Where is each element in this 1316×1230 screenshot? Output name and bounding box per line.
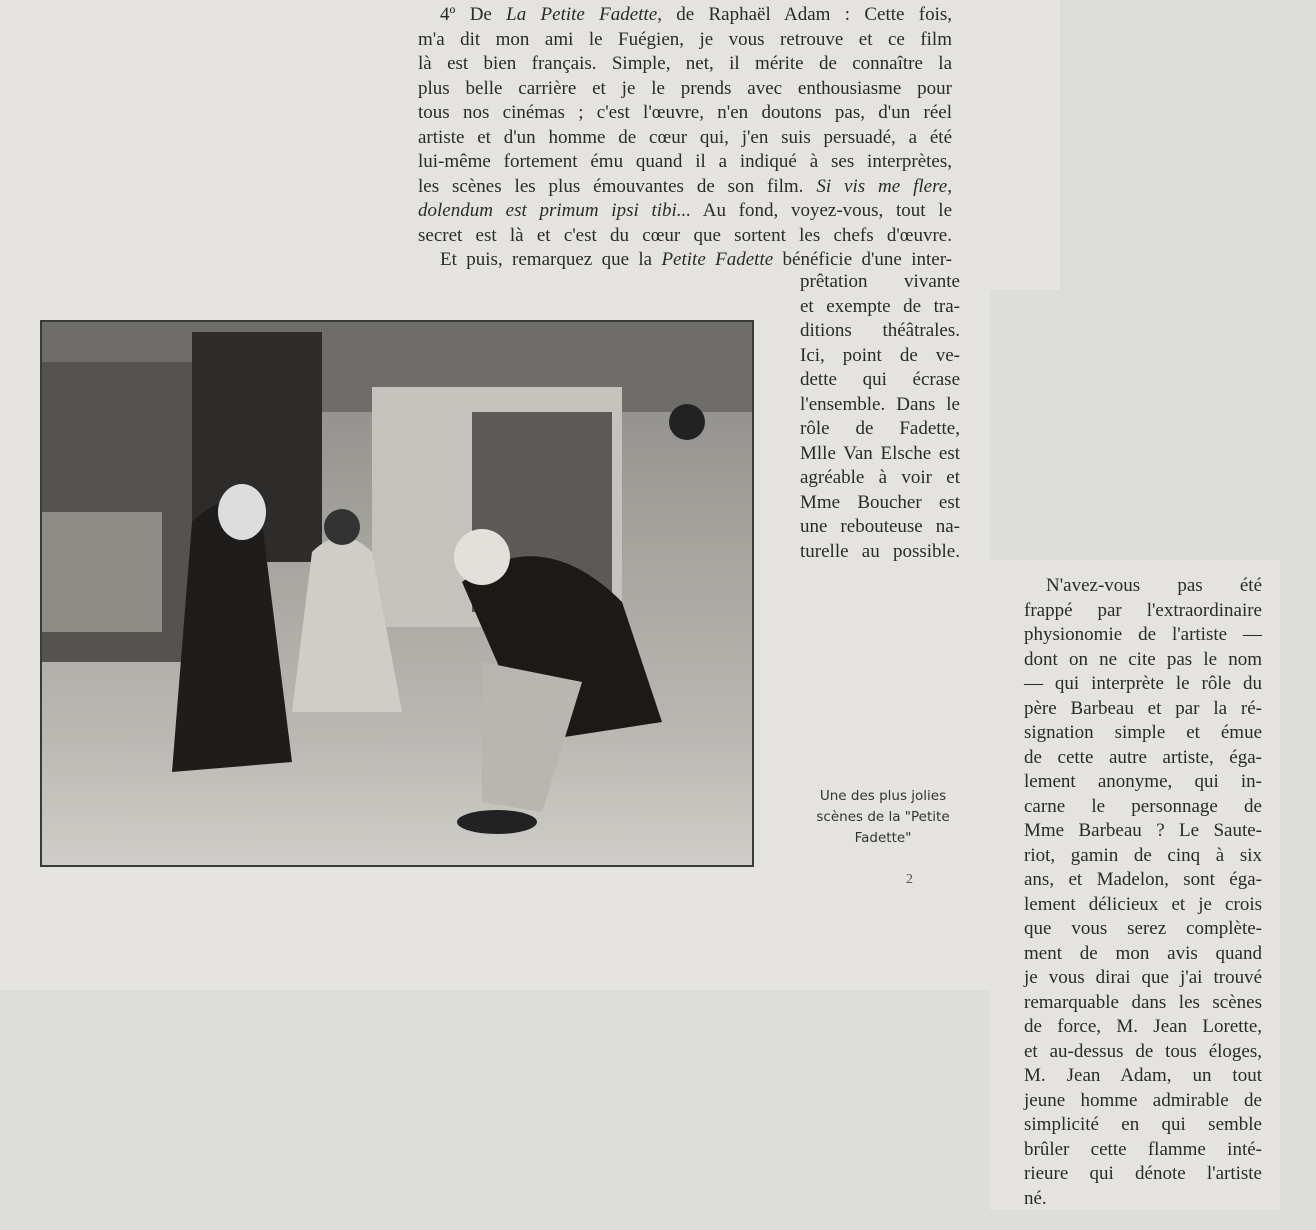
text-line — [418, 199, 952, 224]
italic-text: La Petite Fadette — [506, 4, 658, 25]
text-line: secret est là et c'est du cœur que sortent les chefs d'œuvre. — [418, 224, 952, 246]
text-line: tous nos cinémas ; c'est l'œuvre, n'en doutons pas, d'un réel — [418, 102, 952, 123]
text-line: et au-dessus de tous éloges, — [1024, 1040, 1262, 1062]
text-line: plus belle carrière et je le prends avec enthousiasme pour — [418, 77, 952, 99]
text-line: et exempte de tra- — [800, 295, 960, 317]
italic-text: dolendum est primum ipsi tibi... — [418, 200, 692, 221]
text-line — [418, 3, 952, 28]
text-line: agréable à voir et — [800, 467, 960, 488]
text-line: carne le personnage de — [1024, 795, 1262, 817]
text-line: N'avez-vous pas été — [1046, 575, 1262, 596]
text-line — [418, 248, 952, 273]
text-line — [418, 175, 952, 200]
text-line: physionomie de l'artiste — — [1024, 624, 1262, 645]
text-line: Mlle Van Elsche est — [800, 442, 960, 464]
text-line: simplicité en qui semble — [1024, 1114, 1262, 1135]
text-line: remarquable dans les scènes — [1024, 991, 1262, 1013]
page-number: 2 — [906, 872, 913, 887]
italic-text: Petite Fadette — [661, 249, 774, 270]
text-line: Mme Barbeau ? Le Saute- — [1024, 820, 1262, 841]
text-line: m'a dit mon ami le Fuégien, je vous retrouve et ce film — [418, 28, 952, 50]
text-line: que vous serez complète- — [1024, 918, 1262, 939]
photo-caption: Une des plus jolies scènes de la "Petite Fadette" — [816, 788, 950, 846]
italic-text: Si vis me flere, — [816, 175, 952, 197]
text-segment: Et puis, remarquez que la — [440, 249, 662, 270]
text-line: de force, M. Jean Lorette, — [1024, 1016, 1262, 1037]
text-line: lement anonyme, qui in- — [1024, 771, 1262, 792]
text-line: ditions théâtrales. — [800, 320, 960, 341]
text-line: prêtation vivante — [800, 271, 960, 292]
text-line: lement délicieux et je crois — [1024, 893, 1262, 915]
text-line: rieure qui dénote l'artiste — [1024, 1163, 1262, 1184]
text-line: turelle au possible. — [800, 540, 960, 562]
text-line: M. Jean Adam, un tout — [1024, 1065, 1262, 1086]
film-still-illustration — [42, 322, 752, 865]
text-line: riot, gamin de cinq à six — [1024, 844, 1262, 866]
text-segment: , de Raphaël Adam : Cette fois, — [657, 4, 953, 25]
text-line: — qui interprète le rôle du — [1024, 673, 1262, 694]
right-column — [1024, 574, 1262, 1211]
text-line: frappé par l'extraordinaire — [1024, 599, 1262, 621]
text-line: ment de mon avis quand — [1024, 942, 1262, 964]
text-line: brûler cette flamme inté- — [1024, 1138, 1262, 1160]
film-still-photo — [40, 320, 754, 867]
text-line: artiste et d'un homme de cœur qui, j'en suis persuadé, a été — [418, 126, 952, 148]
text-line: là est bien français. Simple, net, il mérite de connaître la — [418, 53, 952, 74]
text-line: une rebouteuse na- — [800, 516, 960, 537]
middle-column — [800, 270, 960, 564]
text-line: rôle de Fadette, — [800, 418, 960, 439]
text-line: ans, et Madelon, sont éga- — [1024, 869, 1262, 890]
text-line: je vous dirai que j'ai trouvé — [1024, 967, 1262, 988]
text-segment: les scènes les plus émouvantes de son film. — [418, 175, 817, 197]
text-line: dette qui écrase — [800, 369, 960, 390]
text-line: père Barbeau et par la ré- — [1024, 697, 1262, 719]
text-segment: 4º De — [440, 4, 507, 25]
text-line: né. — [1024, 1187, 1047, 1209]
text-line: Ici, point de ve- — [800, 344, 960, 366]
text-line: lui-même fortement ému quand il a indiqué à ses interprètes, — [418, 151, 952, 172]
text-line: l'ensemble. Dans le — [800, 393, 960, 415]
text-segment: bénéficie d'une inter- — [773, 249, 952, 270]
text-line: signation simple et émue — [1024, 722, 1262, 743]
text-line: Mme Boucher est — [800, 491, 960, 513]
text-line: dont on ne cite pas le nom — [1024, 648, 1262, 670]
text-segment: Au fond, voyez-vous, tout le — [691, 200, 952, 221]
text-line: de cette autre artiste, éga- — [1024, 746, 1262, 768]
top-paragraph — [418, 3, 952, 273]
text-line: jeune homme admirable de — [1024, 1089, 1262, 1111]
